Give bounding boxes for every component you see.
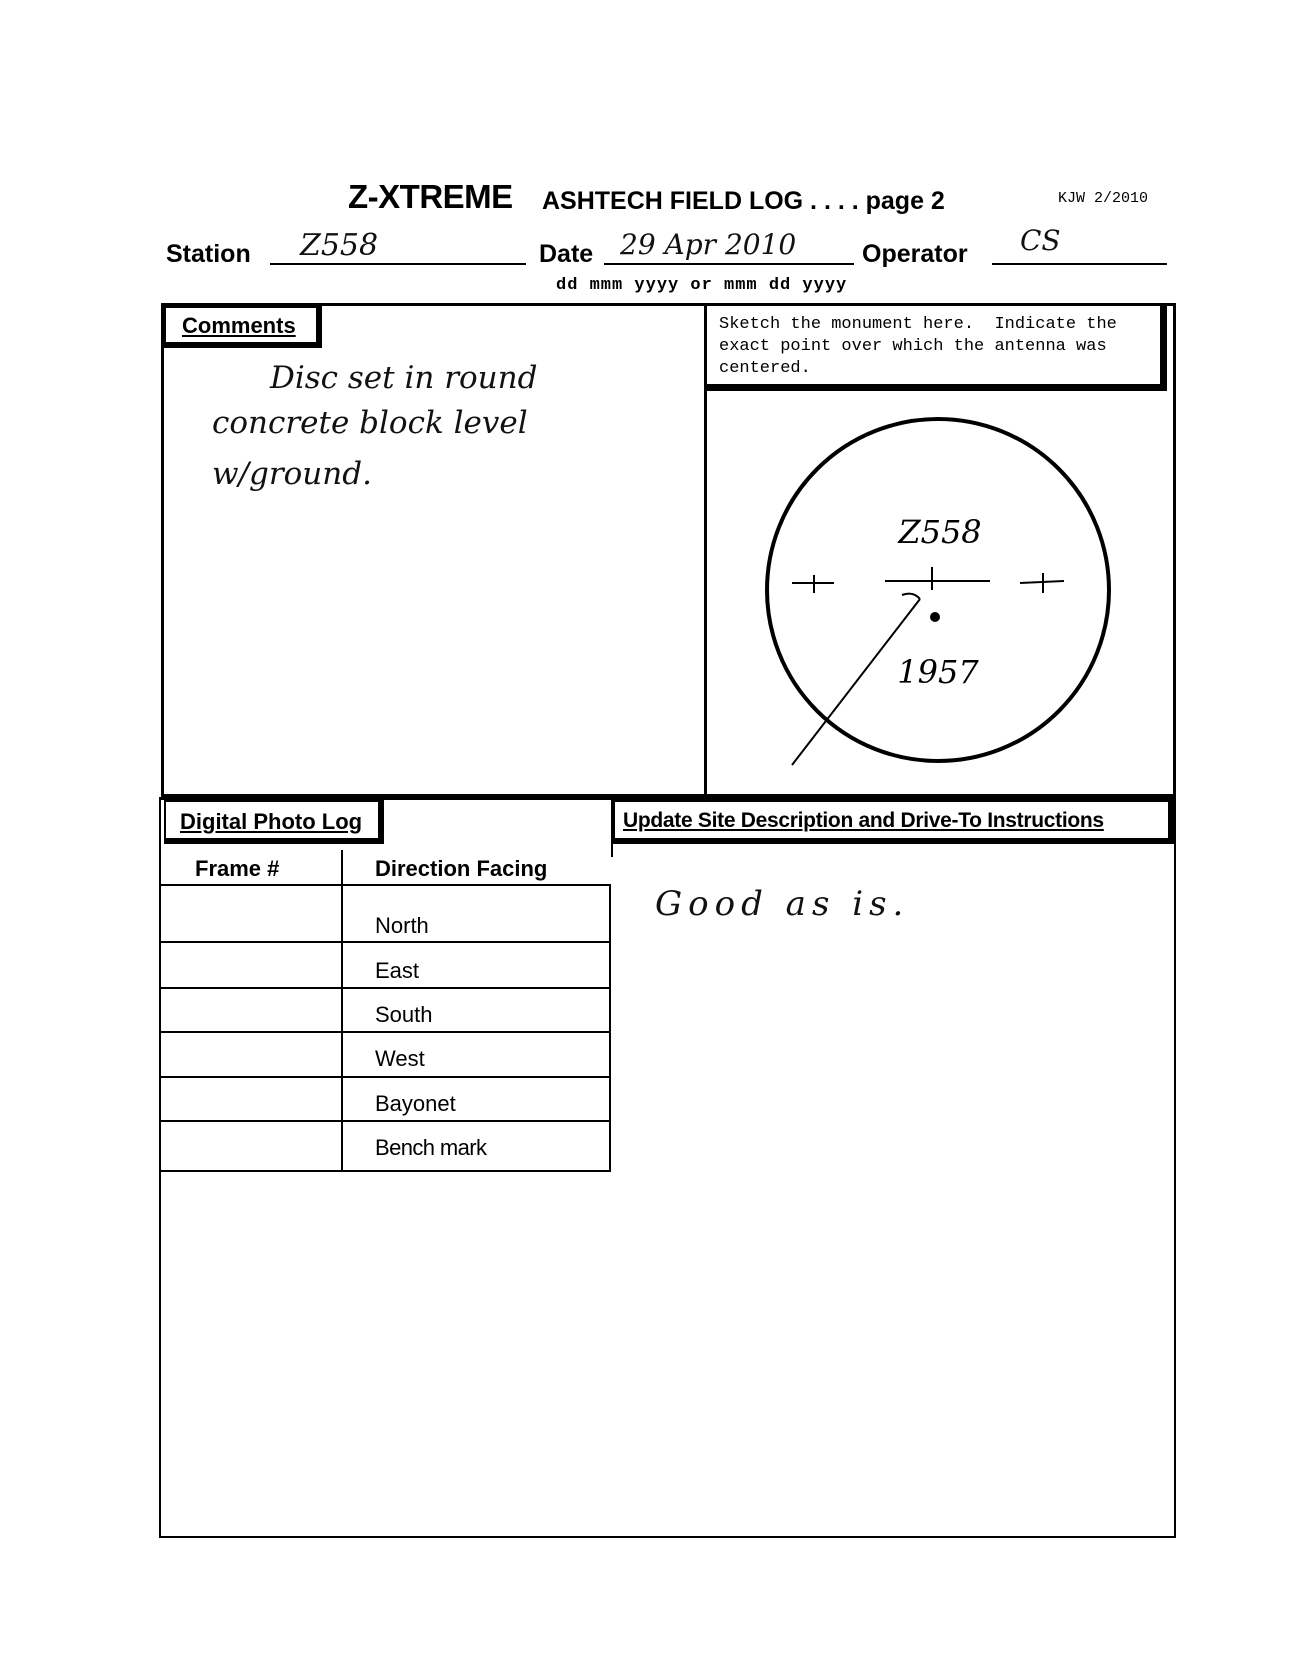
column-header-frame: Frame #: [195, 856, 280, 881]
row-rule: [161, 1031, 611, 1033]
station-label: Station: [166, 240, 251, 268]
header-rule: [161, 884, 611, 886]
direction-bayonet: Bayonet: [375, 1091, 456, 1116]
direction-south: South: [375, 1002, 433, 1027]
direction-bench-mark: Bench mark: [375, 1135, 487, 1160]
monument-disc-outline: [767, 419, 1109, 761]
antenna-center-dot: [930, 612, 940, 622]
direction-north: North: [375, 913, 429, 938]
photo-log-table: [161, 850, 611, 1172]
operator-underline: [992, 263, 1167, 265]
form-title: Z-XTREME: [348, 178, 513, 215]
date-value[interactable]: 29 Apr 2010: [620, 228, 797, 261]
row-rule: [161, 987, 611, 989]
date-label: Date: [539, 240, 594, 268]
station-value[interactable]: Z558: [300, 228, 379, 263]
station-underline: [270, 263, 526, 265]
row-rule: [161, 1170, 611, 1172]
monument-sketch[interactable]: [707, 395, 1173, 795]
photo-log-header: Digital Photo Log: [164, 800, 384, 844]
operator-label: Operator: [862, 240, 968, 268]
comments-line-1[interactable]: Disc set in round: [270, 360, 538, 396]
comments-line-3[interactable]: w/ground.: [212, 456, 372, 492]
comments-header: Comments: [164, 306, 322, 348]
form-version: KJW 2/2010: [1058, 190, 1149, 207]
column-header-direction: Direction Facing: [375, 856, 548, 881]
comments-line-2[interactable]: concrete block level: [212, 405, 528, 441]
date-format-hint: dd mmm yyyy or mmm dd yyyy: [556, 276, 848, 295]
row-rule: [161, 1076, 611, 1078]
row-rule: [161, 941, 611, 943]
table-right-border: [609, 884, 611, 1172]
sketch-instructions: Sketch the monument here. Indicate the exact point over which the antenna was centered.: [719, 315, 1117, 378]
sketch-label-bottom: 1957: [897, 653, 979, 691]
update-text[interactable]: Good as is.: [655, 884, 910, 924]
direction-east: East: [375, 958, 420, 983]
operator-value[interactable]: CS: [1020, 224, 1061, 257]
row-rule: [161, 1120, 611, 1122]
sketch-instructions-box: [707, 306, 1167, 391]
sketch-label-top: Z558: [898, 513, 982, 551]
update-header: Update Site Description and Drive-To Instructions: [613, 800, 1174, 844]
sketch-pointer-hook: [902, 594, 920, 599]
form-subtitle: ASHTECH FIELD LOG . . . . page 2: [542, 187, 945, 215]
column-divider: [341, 850, 343, 1172]
date-underline: [604, 263, 854, 265]
direction-west: West: [375, 1046, 425, 1071]
